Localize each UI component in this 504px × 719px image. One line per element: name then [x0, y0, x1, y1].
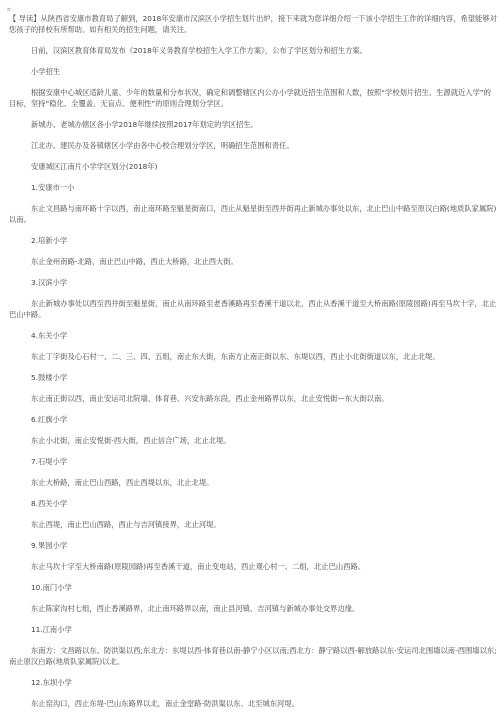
article-paragraph: 东止新城办事处以西至西井街至魁星街，南止从南环路至老香溪路再至香溪干道以北，西止从香溪干道至大桥南路(原陵园路)再至马坎十字，北止巴山中路。 [9, 299, 497, 319]
article-paragraph: 东止马坎十字至大桥南路(原陵园路)再至香溪干道，南止变电站，西止观心村一、二组，北止巴山西路。 [31, 562, 366, 571]
article-paragraph: 7.石堤小学 [31, 457, 68, 466]
article-paragraph: 10.南门小学 [31, 583, 72, 592]
article-paragraph: 6.红旗小学 [31, 415, 68, 424]
article-paragraph: 3.汉滨小学 [31, 278, 68, 287]
article-paragraph: 5.鼓楼小学 [31, 373, 68, 382]
intro-paragraph: 【 导读】从陕西省安康市教育局了解到，2018年安康市汉滨区小学招生划片出炉，接下来就为您详细介绍一下该小学招生工作的详细内容，希望能够对您孩子的择校有所帮助。如有相关的招生问题，请关注。 [9, 14, 497, 34]
article-paragraph: 东止南正街以西，南止安运司北院墙、体育巷、兴安东路东段，西止金州路界以东，北止安悦街—东大街以南。 [31, 394, 389, 403]
article-paragraph: 安康城区江南片小学学区划分(2018年) [31, 162, 158, 171]
article-paragraph: 2.培新小学 [31, 236, 68, 245]
article-paragraph: 1.安康市一小 [31, 183, 75, 192]
article-paragraph: 8.西关小学 [31, 499, 68, 508]
article-body [9, 13, 497, 719]
article-paragraph: 根据安康中心城区适龄儿童、少年的数量和分布状况，确定和调整辖区内公办小学就近招生范围和人数，按照“学校划片招生、生源就近入学”的目标，坚持“稳化、全覆盖、无盲点、便利性”的原则合理划分学区。 [9, 88, 491, 108]
article-paragraph: 12.东坝小学 [31, 678, 72, 687]
article-paragraph: 东止文昌路与南环路十字以西，南止南环路至魁星街南口，西止从魁星街至西井街再止新城办事处以东，北止巴山中路至原汉白路(地质队家属院)以南。 [9, 204, 497, 224]
article-paragraph: 东止西堤，南止巴山西路，西止与吉河镇接界，北止河堤。 [31, 520, 221, 529]
paragraph-list [9, 45, 497, 709]
article-paragraph: 东止丁字街及心石村一、二、三、四、五组，南止东大街，东南方止南正街以东、东堤以西，西止小北街街道以东，北止北堤。 [31, 352, 440, 361]
article-paragraph: 日前，汉滨区教育体育局发布《2018年义务教育学校招生入学工作方案》，公布了学区划分和招生方案。 [31, 46, 367, 55]
article-paragraph: 东止小北街，南止安悦街-西大街，西止信合广场，北止北堤。 [31, 436, 231, 445]
article-paragraph: 江北办、建民办及各镇辖区小学由各中心校合理划分学区，明确招生范围和责任。 [31, 141, 294, 150]
article-paragraph: 东止大桥路，南止巴山西路，西止西堤以东，北止北堤。 [31, 478, 214, 487]
article-paragraph: 东南方：文昌路以东、防洪渠以西;东北方：东堤以西-体育巷以南-静宁小区以南;西北方：静宁路以西-解放路以东-安运司北围墙以南-西围墙以东;南止原汉白路(地质队家属院)以北。 [9, 646, 497, 666]
article-paragraph: 东止窑沟口，西止东堤-巴山东路界以北，南止金堂路-防洪渠以东、北至城东河堤。 [31, 699, 299, 708]
article-paragraph: 11.江南小学 [31, 625, 72, 634]
article-paragraph: 东止陈家沟村七组，西止香溪路界，北止南环路界以南，南止县河镇、吉河镇与新城办事处交界边缘。 [31, 604, 360, 613]
article-paragraph: 东止金州南路-北路，南止巴山中路，西止大桥路，北止西大街。 [31, 257, 238, 266]
article-paragraph: 新城办、老城办辖区各小学2018年继续按照2017年划定的学区招生。 [31, 120, 258, 129]
article-paragraph: 4.东关小学 [31, 331, 68, 340]
article-paragraph: 小学招生 [31, 67, 61, 76]
corner-mark: ¤ [7, 6, 11, 13]
article-paragraph: 9.果园小学 [31, 541, 68, 550]
